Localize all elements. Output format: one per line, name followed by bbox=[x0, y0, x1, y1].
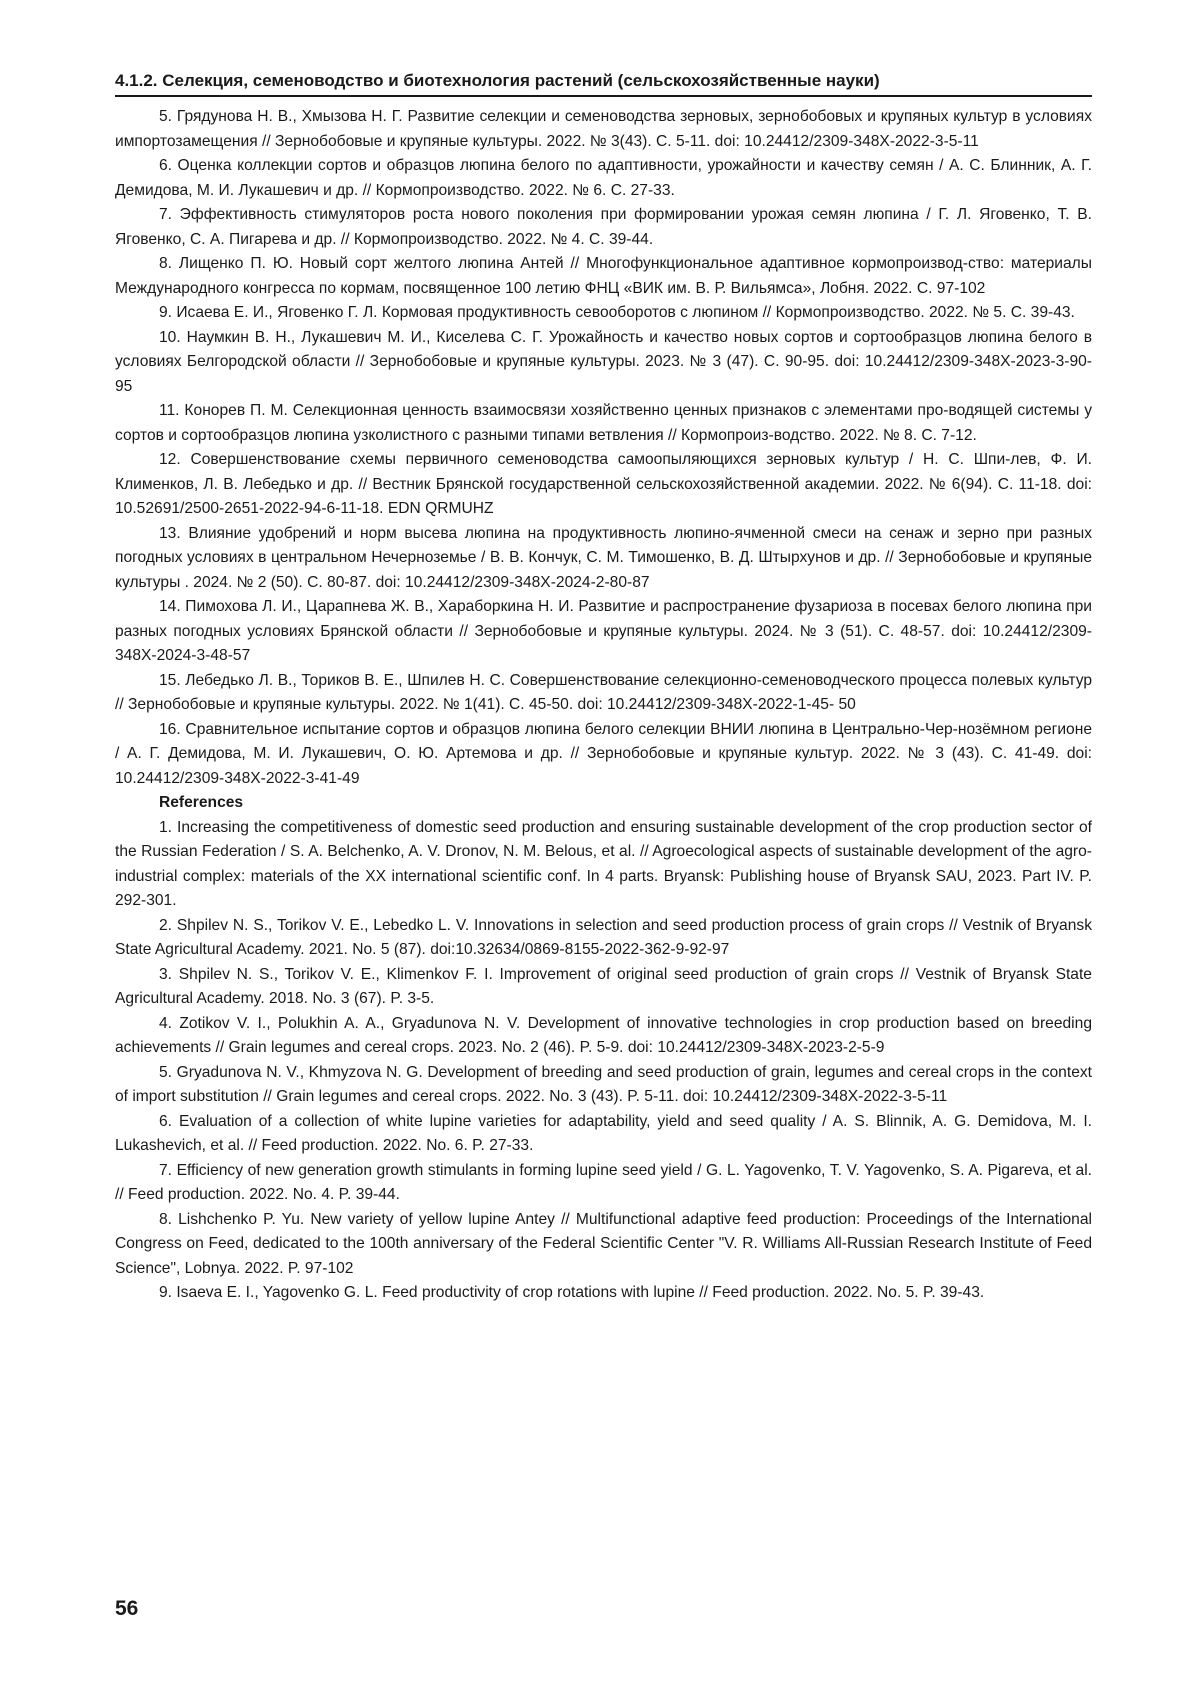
reference-item: 2. Shpilev N. S., Torikov V. E., Lebedko L. V. Innovations in selection and seed production process of grain crops // Vestnik of Bryansk State Agricultural Academy. 2021. No. 5 (87). doi:10.32634/0869-8155-2022-362-9-92-97 bbox=[115, 914, 1092, 963]
reference-item: 5. Gryadunova N. V., Khmyzova N. G. Development of breeding and seed production of grain, legumes and cereal crops in the context of import substitution // Grain legumes and cereal crops. 2022. No. 3 (43). P. 5-11. doi: 10.24412/2309-348X-2022-3-5-11 bbox=[115, 1061, 1092, 1110]
section-header: 4.1.2. Селекция, семеноводство и биотехнология растений (сельскохозяйственные науки) bbox=[115, 70, 1092, 97]
reference-item: 1. Increasing the competitiveness of domestic seed production and ensuring sustainable development of the crop production sector of the Russian Federation / S. A. Belchenko, A. V. Dronov, N. M. Belous, et al. // Agroecological aspects of sustainable development of the agro-industrial complex: materials of the XX international scientific conf. In 4 parts. Bryansk: Publishing house of Bryansk SAU, 2023. Part IV. P. 292-301. bbox=[115, 816, 1092, 914]
reference-item: 3. Shpilev N. S., Torikov V. E., Klimenkov F. I. Improvement of original seed production of grain crops // Vestnik of Bryansk State Agricultural Academy. 2018. No. 3 (67). P. 3-5. bbox=[115, 963, 1092, 1012]
reference-item: 11. Конорев П. М. Селекционная ценность взаимосвязи хозяйственно ценных признаков с элементами про-водящей системы у сортов и сортообразцов люпина узколистного с разными типами ветвления // Кормопроиз-водство. 2022. № 8. С. 7-12. bbox=[115, 399, 1092, 448]
reference-item: 8. Lishchenko P. Yu. New variety of yellow lupine Antey // Multifunctional adaptive feed production: Proceedings of the International Congress on Feed, dedicated to the 100th anniversary of the Federal Scientific Center "V. R. Williams All-Russian Research Institute of Feed Science", Lobnya. 2022. P. 97-102 bbox=[115, 1208, 1092, 1282]
reference-item: 7. Efficiency of new generation growth stimulants in forming lupine seed yield / G. L. Yagovenko, T. V. Yagovenko, S. A. Pigareva, et al. // Feed production. 2022. No. 4. P. 39-44. bbox=[115, 1159, 1092, 1208]
reference-item: 14. Пимохова Л. И., Царапнева Ж. В., Хараборкина Н. И. Развитие и распространение фузариоза в посевах белого люпина при разных погодных условиях Брянской области // Зернобобовые и крупяные культуры. 2024. № 3 (51). С. 48-57. doi: 10.24412/2309-348X-2024-3-48-57 bbox=[115, 595, 1092, 669]
page-number: 56 bbox=[115, 1596, 138, 1622]
reference-item: 4. Zotikov V. I., Polukhin A. A., Gryadunova N. V. Development of innovative technologies in crop production based on breeding achievements // Grain legumes and cereal crops. 2023. No. 2 (46). P. 5-9. doi: 10.24412/2309-348X-2023-2-5-9 bbox=[115, 1012, 1092, 1061]
reference-item: 6. Оценка коллекции сортов и образцов люпина белого по адаптивности, урожайности и качеству семян / А. С. Блинник, А. Г. Демидова, М. И. Лукашевич и др. // Кормопроизводство. 2022. № 6. С. 27-33. bbox=[115, 154, 1092, 203]
reference-item: 6. Evaluation of a collection of white lupine varieties for adaptability, yield and seed quality / A. S. Blinnik, A. G. Demidova, M. I. Lukashevich, et al. // Feed production. 2022. No. 6. P. 27-33. bbox=[115, 1110, 1092, 1159]
reference-item: 8. Лищенко П. Ю. Новый сорт желтого люпина Антей // Многофункциональное адаптивное кормопроизвод-ство: материалы Международного конгресса по кормам, посвященное 100 летию ФНЦ «ВИК им. В. Р. Вильямса», Лобня. 2022. С. 97-102 bbox=[115, 252, 1092, 301]
reference-item: 5. Грядунова Н. В., Хмызова Н. Г. Развитие селекции и семеноводства зерновых, зернобобовых и крупяных культур в условиях импортозамещения // Зернобобовые и крупяные культуры. 2022. № 3(43). С. 5-11. doi: 10.24412/2309-348X-2022-3-5-11 bbox=[115, 105, 1092, 154]
reference-item: 10. Наумкин В. Н., Лукашевич М. И., Киселева С. Г. Урожайность и качество новых сортов и сортообразцов люпина белого в условиях Белгородской области // Зернобобовые и крупяные культуры. 2023. № 3 (47). С. 90-95. doi: 10.24412/2309-348X-2023-3-90-95 bbox=[115, 326, 1092, 400]
reference-item: 9. Isaeva E. I., Yagovenko G. L. Feed productivity of crop rotations with lupine // Feed production. 2022. No. 5. P. 39-43. bbox=[115, 1281, 1092, 1306]
reference-item: 13. Влияние удобрений и норм высева люпина на продуктивность люпино-ячменной смеси на сенаж и зерно при разных погодных условиях в центральном Нечерноземье / В. В. Кончук, С. М. Тимошенко, В. Д. Штырхунов и др. // Зернобобовые и крупяные культуры . 2024. № 2 (50). С. 80-87. doi: 10.24412/2309-348X-2024-2-80-87 bbox=[115, 522, 1092, 596]
reference-list bbox=[115, 105, 1092, 1306]
reference-item: 15. Лебедько Л. В., Ториков В. Е., Шпилев Н. С. Совершенствование селекционно-семеноводческого процесса полевых культур // Зернобобовые и крупяные культуры. 2022. № 1(41). С. 45-50. doi: 10.24412/2309-348X-2022-1-45- 50 bbox=[115, 669, 1092, 718]
references-heading: References bbox=[115, 791, 1092, 816]
reference-item: 12. Совершенствование схемы первичного семеноводства самоопыляющихся зерновых культур / Н. С. Шпи-лев, Ф. И. Клименков, Л. В. Лебедько и др. // Вестник Брянской государственной сельскохозяйственной академии. 2022. № 6(94). С. 11-18. doi: 10.52691/2500-2651-2022-94-6-11-18. EDN QRMUHZ bbox=[115, 448, 1092, 522]
reference-item: 7. Эффективность стимуляторов роста нового поколения при формировании урожая семян люпина / Г. Л. Яговенко, Т. В. Яговенко, С. А. Пигарева и др. // Кормопроизводство. 2022. № 4. С. 39-44. bbox=[115, 203, 1092, 252]
reference-item: 16. Сравнительное испытание сортов и образцов люпина белого селекции ВНИИ люпина в Центрально-Чер-нозёмном регионе / А. Г. Демидова, М. И. Лукашевич, О. Ю. Артемова и др. // Зернобобовые и крупяные культур. 2022. № 3 (43). С. 41-49. doi: 10.24412/2309-348X-2022-3-41-49 bbox=[115, 718, 1092, 792]
reference-item: 9. Исаева Е. И., Яговенко Г. Л. Кормовая продуктивность севооборотов с люпином // Кормопроизводство. 2022. № 5. С. 39-43. bbox=[115, 301, 1092, 326]
page-content bbox=[115, 70, 1092, 1306]
